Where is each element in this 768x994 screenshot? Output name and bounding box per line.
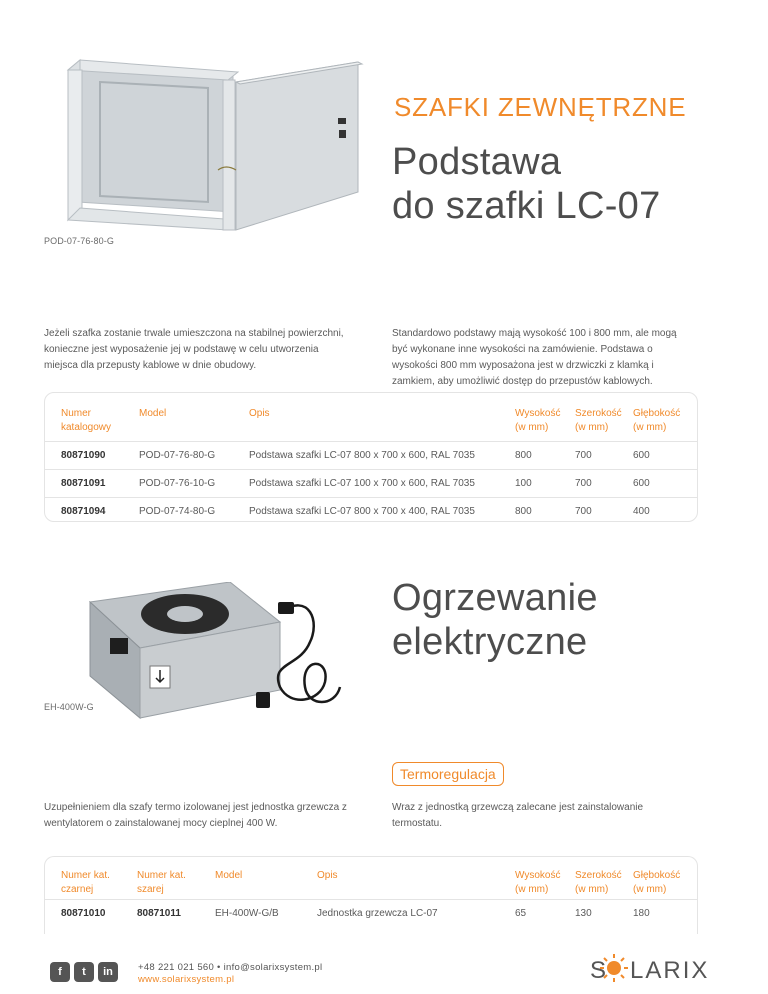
header-black: Numer kat. czarnej xyxy=(61,870,110,895)
table-row xyxy=(45,497,697,523)
header-width: Szerokość (w mm) xyxy=(575,408,622,433)
cell-width: 700 xyxy=(575,450,592,461)
header-height: Wysokość (w mm) xyxy=(515,870,561,895)
header-grey: Numer kat. szarej xyxy=(137,870,186,895)
table-row xyxy=(45,441,697,469)
cell-desc: Podstawa szafki LC-07 100 x 700 x 600, RAL 7035 xyxy=(249,478,475,489)
cabinet-image xyxy=(58,42,378,242)
twitter-icon[interactable]: t xyxy=(74,962,94,982)
cell-model: POD-07-74-80-G xyxy=(139,506,216,517)
cell-catalog: 80871094 xyxy=(61,506,106,517)
cell-desc: Podstawa szafki LC-07 800 x 700 x 400, RAL 7035 xyxy=(249,506,475,517)
section-kicker: SZAFKI ZEWNĘTRZNE xyxy=(394,92,687,122)
heating-paragraph-right: Wraz z jednostką grzewczą zalecane jest zainstalowanie termostatu. xyxy=(392,802,644,829)
cell-catalog: 80871090 xyxy=(61,450,106,461)
cell-height: 100 xyxy=(515,478,532,489)
cell-depth: 600 xyxy=(633,450,650,461)
svg-text:LARIX: LARIX xyxy=(630,957,710,984)
page-title-line1: Podstawa xyxy=(392,141,562,183)
cell-model: POD-07-76-10-G xyxy=(139,478,216,489)
heater-code-label: EH-400W-G xyxy=(44,702,94,712)
page-title-line2: do szafki LC-07 xyxy=(392,185,661,227)
heating-title-line1: Ogrzewanie xyxy=(392,577,598,619)
footer-contact: +48 221 021 560 • info@solarixsystem.pl xyxy=(138,962,323,973)
table-row xyxy=(45,469,697,497)
cell-catalog: 80871091 xyxy=(61,478,106,489)
solarix-logo xyxy=(590,950,710,986)
cell-width: 130 xyxy=(575,908,592,919)
intro-paragraph-right: Standardowo podstawy mają wysokość 100 i 800 mm, ale mogą być wykonane inne wysokości na zamówienie. Podstawa o wysokości 800 mm wyposażona jest w drzwiczki z klamką i zamkiem, aby umożliwić dostęp do przepustów kablowych. xyxy=(392,328,677,387)
cell-height: 800 xyxy=(515,506,532,517)
header-catalog: Numer katalogowy xyxy=(61,408,112,433)
header-depth: Głębokość (w mm) xyxy=(633,870,681,895)
intro-paragraph-left: Jeżeli szafka zostanie trwale umieszczona na stabilnej powierzchni, konieczne jest wyposażenie jej w podstawę w celu utworzenia miejsca dla przepusty kablowe w dnie obudowy. xyxy=(44,328,344,371)
cabinet-code-label: POD-07-76-80-G xyxy=(44,236,114,246)
cell-height: 800 xyxy=(515,450,532,461)
header-depth: Głębokość (w mm) xyxy=(633,408,681,433)
heating-paragraph-left: Uzupełnieniem dla szafy termo izolowanej jest jednostka grzewcza z wentylatorem o zainstalowanej mocy cieplnej 400 W. xyxy=(44,802,347,829)
cell-depth: 180 xyxy=(633,908,650,919)
bases-table xyxy=(44,392,698,522)
cell-depth: 400 xyxy=(633,506,650,517)
header-desc: Opis xyxy=(317,870,338,881)
cell-model: POD-07-76-80-G xyxy=(139,450,216,461)
cell-desc: Jednostka grzewcza LC-07 xyxy=(317,908,438,919)
header-desc: Opis xyxy=(249,408,270,419)
cell-depth: 600 xyxy=(633,478,650,489)
heating-title-line2: elektryczne xyxy=(392,621,588,663)
heater-image xyxy=(80,582,390,722)
facebook-icon[interactable]: f xyxy=(50,962,70,982)
table-row xyxy=(45,899,697,929)
cell-desc: Podstawa szafki LC-07 800 x 700 x 600, RAL 7035 xyxy=(249,450,475,461)
heater-table xyxy=(44,856,698,934)
svg-text:S: S xyxy=(590,957,609,984)
cell-height: 65 xyxy=(515,908,527,919)
header-model: Model xyxy=(139,408,167,419)
solarix-logo-sun-icon xyxy=(590,950,710,986)
termoregulation-badge: Termoregulacja xyxy=(392,762,504,786)
cell-model: EH-400W-G/B xyxy=(215,908,279,919)
header-width: Szerokość (w mm) xyxy=(575,870,622,895)
header-height: Wysokość (w mm) xyxy=(515,408,561,433)
cell-width: 700 xyxy=(575,478,592,489)
header-model: Model xyxy=(215,870,243,881)
footer-website-link[interactable]: www.solarixsystem.pl xyxy=(138,974,235,985)
cell-black: 80871010 xyxy=(61,908,106,919)
linkedin-icon[interactable]: in xyxy=(98,962,118,982)
cell-grey: 80871011 xyxy=(137,908,181,919)
cell-width: 700 xyxy=(575,506,592,517)
